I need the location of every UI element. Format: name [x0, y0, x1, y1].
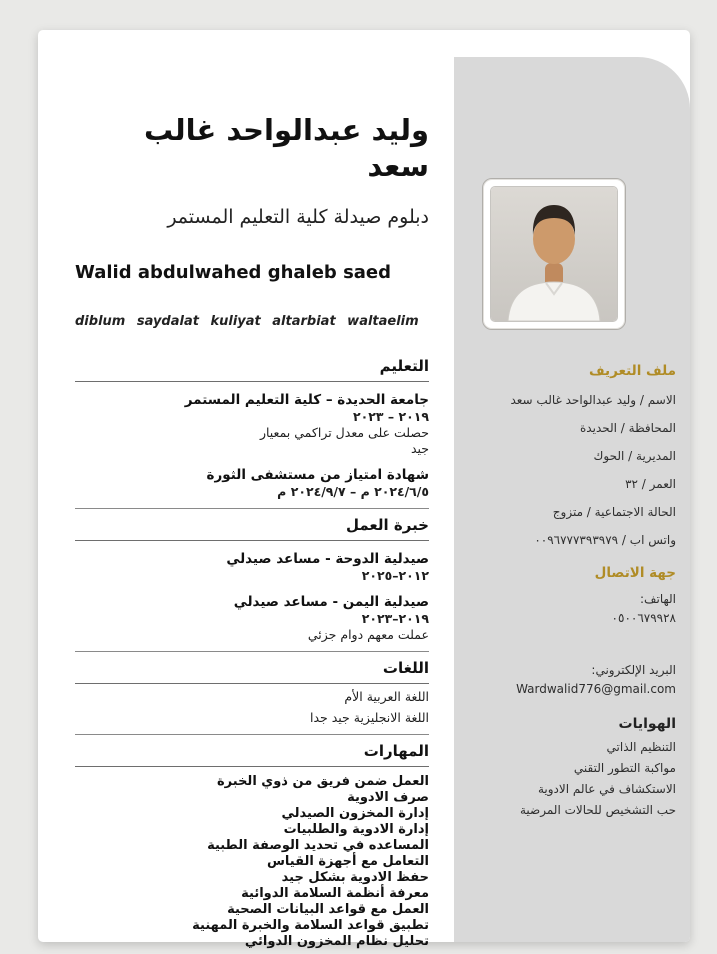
- education-item: [75, 391, 429, 457]
- language-item: اللغة الانجليزية جيد جدا: [309, 710, 429, 725]
- profile-item-age: العمر / ٣٢: [625, 477, 676, 491]
- hobby-item: مواكبة التطور التقني: [573, 761, 676, 775]
- skill-item: المساعده في تحديد الوصفة الطبية: [207, 838, 429, 853]
- skill-item: تطبيق قواعد السلامة والخبرة المهنية: [192, 918, 429, 933]
- phone-label: الهاتف:: [640, 592, 676, 606]
- skill-item: معرفة أنظمة السلامة الدوائية: [241, 886, 429, 901]
- phone-number: ٠٥٠٠٦٧٩٩٢٨: [611, 611, 676, 625]
- contact-section-title: جهة الاتصال: [594, 565, 676, 581]
- section-languages: [75, 651, 429, 726]
- languages-section-title: اللغات: [75, 658, 429, 684]
- skill-item: إدارة الادوية والطلبيات: [283, 822, 429, 837]
- degree-transliteration: diblum saydalat kuliyat altarbiat waltaelim: [75, 314, 419, 329]
- education-item-period: ٢٠١٩ – ٢٠٢٣: [352, 409, 429, 424]
- degree-arabic: دبلوم صيدلة كلية التعليم المستمر: [167, 206, 429, 228]
- skill-item: العمل ضمن فريق من ذوي الخبرة: [217, 774, 429, 789]
- cv-page: [38, 30, 690, 949]
- experience-item: [75, 550, 429, 584]
- skills-section-title: المهارات: [75, 741, 429, 767]
- hobby-item: حب التشخيص للحالات المرضية: [520, 803, 676, 817]
- skill-item: حفظ الادوية بشكل جيد: [281, 870, 429, 885]
- profile-section-title: ملف التعريف: [588, 363, 676, 379]
- hobbies-section-title: الهوايات: [618, 716, 676, 732]
- name-arabic: وليد عبدالواحد غالب سعد: [144, 113, 429, 183]
- section-skills: [75, 734, 429, 950]
- language-item: اللغة العربية الأم: [344, 689, 429, 704]
- education-item: [75, 466, 429, 500]
- experience-item-note: عملت معهم دوام جزئي: [307, 627, 429, 642]
- profile-item-district: المديرية / الحوك: [593, 449, 676, 463]
- education-item-note: حصلت على معدل تراكمي بمعيار: [259, 425, 429, 440]
- education-section-title: التعليم: [75, 356, 429, 382]
- experience-item-period: ٢٠١٩–٢٠٢٣: [361, 611, 429, 626]
- section-education: [75, 356, 429, 500]
- email-label: البريد الإلكتروني:: [591, 663, 676, 677]
- education-item-title: شهادة امتياز من مستشفى الثورة: [206, 467, 429, 483]
- sidebar-content: [454, 57, 690, 942]
- experience-item-title: صيدلية الدوحة - مساعد صيدلي: [226, 551, 429, 567]
- profile-item-marital-status: الحالة الاجتماعية / متزوج: [552, 505, 676, 519]
- experience-section-title: خبرة العمل: [75, 515, 429, 541]
- education-item-period: ٢٠٢٤/٦/٥ م – ٢٠٢٤/٩/٧ م: [277, 484, 429, 499]
- section-experience: [75, 508, 429, 643]
- email-address: Wardwalid776@gmail.com: [516, 682, 676, 696]
- profile-item-name: الاسم / وليد عبدالواحد غالب سعد: [510, 393, 676, 407]
- main-column: [75, 30, 429, 950]
- name-english: Walid abdulwahed ghaleb saed: [75, 262, 392, 283]
- experience-item-title: صيدلية اليمن - مساعد صيدلي: [233, 594, 429, 610]
- education-item-note: جيد: [410, 441, 429, 456]
- profile-item-governorate: المحافظة / الحديدة: [580, 421, 676, 435]
- experience-item: [75, 593, 429, 643]
- skill-item: صرف الادوية: [347, 790, 429, 805]
- skills-list: [75, 774, 429, 950]
- skill-item: العمل مع قواعد البيانات الصحية: [227, 902, 429, 917]
- education-item-title: جامعة الحديدة – كلية التعليم المستمر: [184, 392, 429, 408]
- sidebar: [454, 57, 690, 942]
- experience-item-period: ٢٠١٢–٢٠٢٥: [361, 568, 429, 583]
- skill-item: التعامل مع أجهزة القياس: [266, 854, 429, 869]
- skill-item: إدارة المخزون الصيدلي: [281, 806, 429, 821]
- hobby-item: التنظيم الذاتي: [606, 740, 676, 754]
- skill-item: تحليل نظام المخزون الدوائي: [244, 934, 429, 949]
- hobby-item: الاستكشاف في عالم الادوية: [537, 782, 676, 796]
- profile-item-whatsapp: واتس اب / ٠٠٩٦٧٧٧٣٩٣٩٧٩: [534, 533, 676, 547]
- cv-header: [75, 112, 429, 330]
